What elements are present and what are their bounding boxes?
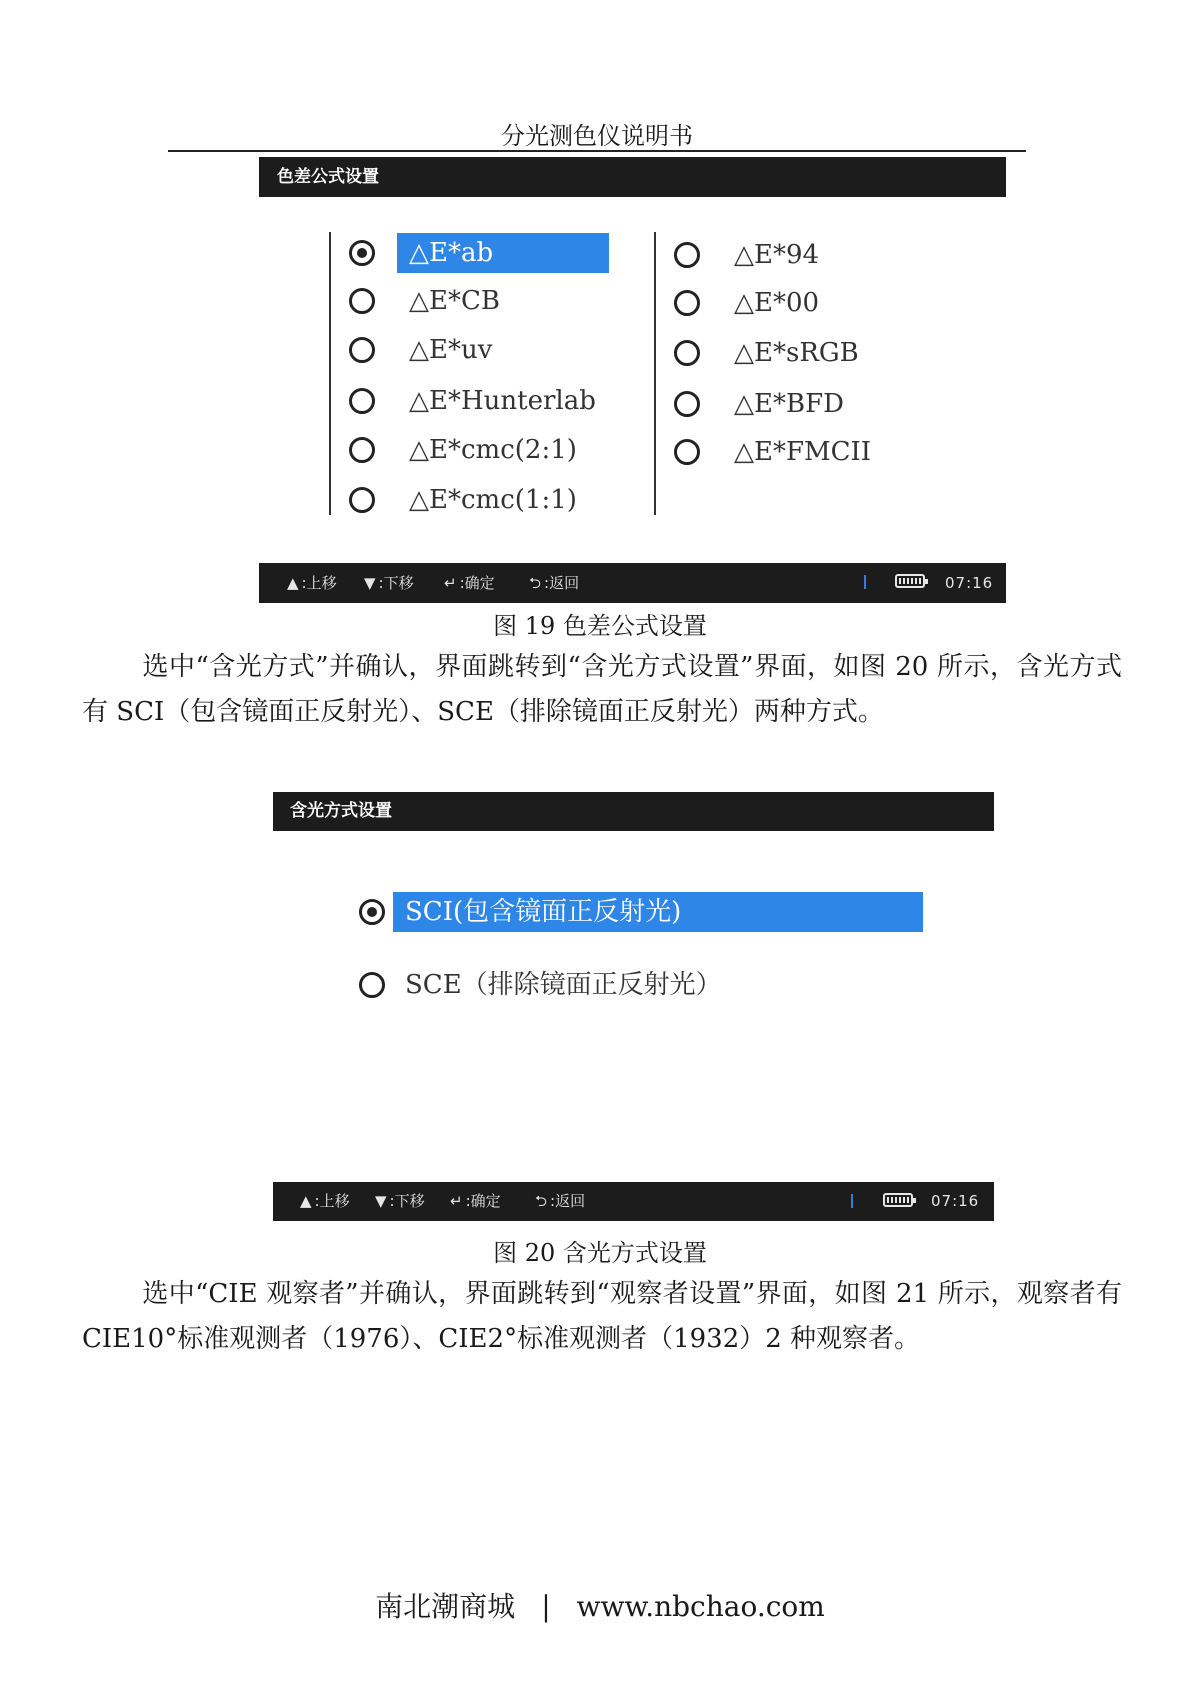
radio-checked-icon[interactable] (359, 899, 385, 925)
radio-icon[interactable] (349, 288, 375, 314)
radio-icon[interactable] (349, 437, 375, 463)
battery-icon (883, 1193, 913, 1207)
formula-option-cb[interactable] (349, 281, 512, 321)
formula-option-00[interactable] (674, 283, 831, 323)
down-arrow-icon: ▼ (375, 1192, 387, 1210)
option-label: △E*uv (409, 335, 493, 365)
header-rule (168, 150, 1026, 152)
radio-icon[interactable] (674, 439, 700, 465)
option-label: △E*CB (409, 286, 500, 316)
hint-confirm (444, 563, 495, 603)
mode-option-sce[interactable] (359, 965, 734, 1005)
footer-site: 南北潮商城 (375, 1590, 516, 1623)
formula-option-cmc21[interactable] (349, 430, 589, 470)
radio-icon[interactable] (359, 972, 385, 998)
radio-icon[interactable] (349, 337, 375, 363)
radio-icon[interactable] (674, 340, 700, 366)
hint-up-label: :上移 (314, 1192, 350, 1210)
option-label: △E*sRGB (734, 338, 859, 368)
hint-up (300, 1182, 350, 1221)
hint-confirm (450, 1182, 501, 1221)
radio-icon[interactable] (674, 242, 700, 268)
formula-option-fmcii[interactable] (674, 432, 883, 472)
paragraph-2 (82, 1272, 1122, 1362)
radio-icon[interactable] (349, 388, 375, 414)
status-indicator (851, 1194, 853, 1208)
option-label: △E*cmc(1:1) (409, 485, 577, 515)
paragraph-1 (82, 645, 1122, 735)
formula-option-94[interactable] (674, 235, 831, 275)
formula-option-srgb[interactable] (674, 333, 871, 373)
figure-19-caption: 图 19 色差公式设置 (493, 612, 707, 640)
hint-back-label: :返回 (550, 1192, 586, 1210)
footer-url[interactable]: www.nbchao.com (576, 1590, 825, 1623)
paragraph-1-text: 选中“含光方式”并确认，界面跳转到“含光方式设置”界面，如图 20 所示，含光方式有 SCI（包含镜面正反射光）、SCE（排除镜面正反射光）两种方式。 (82, 652, 1122, 727)
back-icon: ⮌ (529, 574, 542, 592)
option-label: △E*Hunterlab (409, 386, 596, 416)
formula-option-bfd[interactable] (674, 384, 856, 424)
mode-option-sci[interactable] (359, 892, 923, 932)
option-label: △E*BFD (734, 389, 844, 419)
option-label: SCE（排除镜面正反射光） (405, 970, 722, 1000)
lighting-mode-screen (273, 792, 994, 1221)
footer-separator: | (541, 1590, 551, 1623)
page-footer (0, 1585, 1200, 1625)
screen-title-bar (273, 792, 994, 831)
formula-option-ab[interactable] (349, 233, 609, 273)
up-arrow-icon: ▲ (300, 1192, 312, 1210)
hint-back (535, 1182, 585, 1221)
option-label: △E*00 (734, 288, 820, 318)
hint-up-label: :上移 (301, 574, 337, 592)
paragraph-2-text: 选中“CIE 观察者”并确认，界面跳转到“观察者设置”界面，如图 21 所示，观察者有 CIE10°标准观测者（1976）、CIE2°标准观测者（1932）2 种观察者。 (82, 1279, 1122, 1354)
hint-confirm-label: :确定 (465, 1192, 501, 1210)
screen-title: 色差公式设置 (277, 167, 379, 187)
radio-icon[interactable] (349, 487, 375, 513)
up-arrow-icon: ▲ (287, 574, 299, 592)
screen-title: 含光方式设置 (290, 801, 392, 821)
clock: 07:16 (945, 574, 994, 592)
figure-20-caption: 图 20 含光方式设置 (493, 1239, 707, 1267)
formula-option-hunterlab[interactable] (349, 381, 608, 421)
hint-down-label: :下移 (378, 574, 414, 592)
status-bar (259, 563, 1006, 603)
right-column-divider (654, 232, 656, 515)
hint-confirm-label: :确定 (459, 574, 495, 592)
screen-title-bar (259, 157, 1006, 197)
hint-up (287, 563, 337, 603)
page-header-title: 分光测色仪说明书 (501, 122, 693, 150)
formula-option-uv[interactable] (349, 330, 504, 370)
option-label: △E*ab (397, 233, 609, 273)
status-indicator (864, 575, 866, 589)
hint-back (529, 563, 579, 603)
option-label: SCI(包含镜面正反射光) (393, 892, 923, 932)
battery-icon (895, 574, 925, 588)
enter-icon: ↵ (450, 1192, 463, 1210)
left-column-divider (329, 232, 331, 515)
radio-icon[interactable] (674, 290, 700, 316)
back-icon: ⮌ (535, 1192, 548, 1210)
option-label: △E*cmc(2:1) (409, 435, 577, 465)
status-bar (273, 1182, 994, 1221)
enter-icon: ↵ (444, 574, 457, 592)
clock: 07:16 (931, 1192, 980, 1210)
color-difference-screen (259, 157, 1006, 603)
option-label: △E*FMCII (734, 437, 872, 467)
formula-option-cmc11[interactable] (349, 480, 589, 520)
radio-icon[interactable] (674, 391, 700, 417)
hint-down-label: :下移 (389, 1192, 425, 1210)
hint-down (375, 1182, 425, 1221)
radio-checked-icon[interactable] (349, 240, 375, 266)
down-arrow-icon: ▼ (364, 574, 376, 592)
hint-back-label: :返回 (544, 574, 580, 592)
option-label: △E*94 (734, 240, 820, 270)
hint-down (364, 563, 414, 603)
